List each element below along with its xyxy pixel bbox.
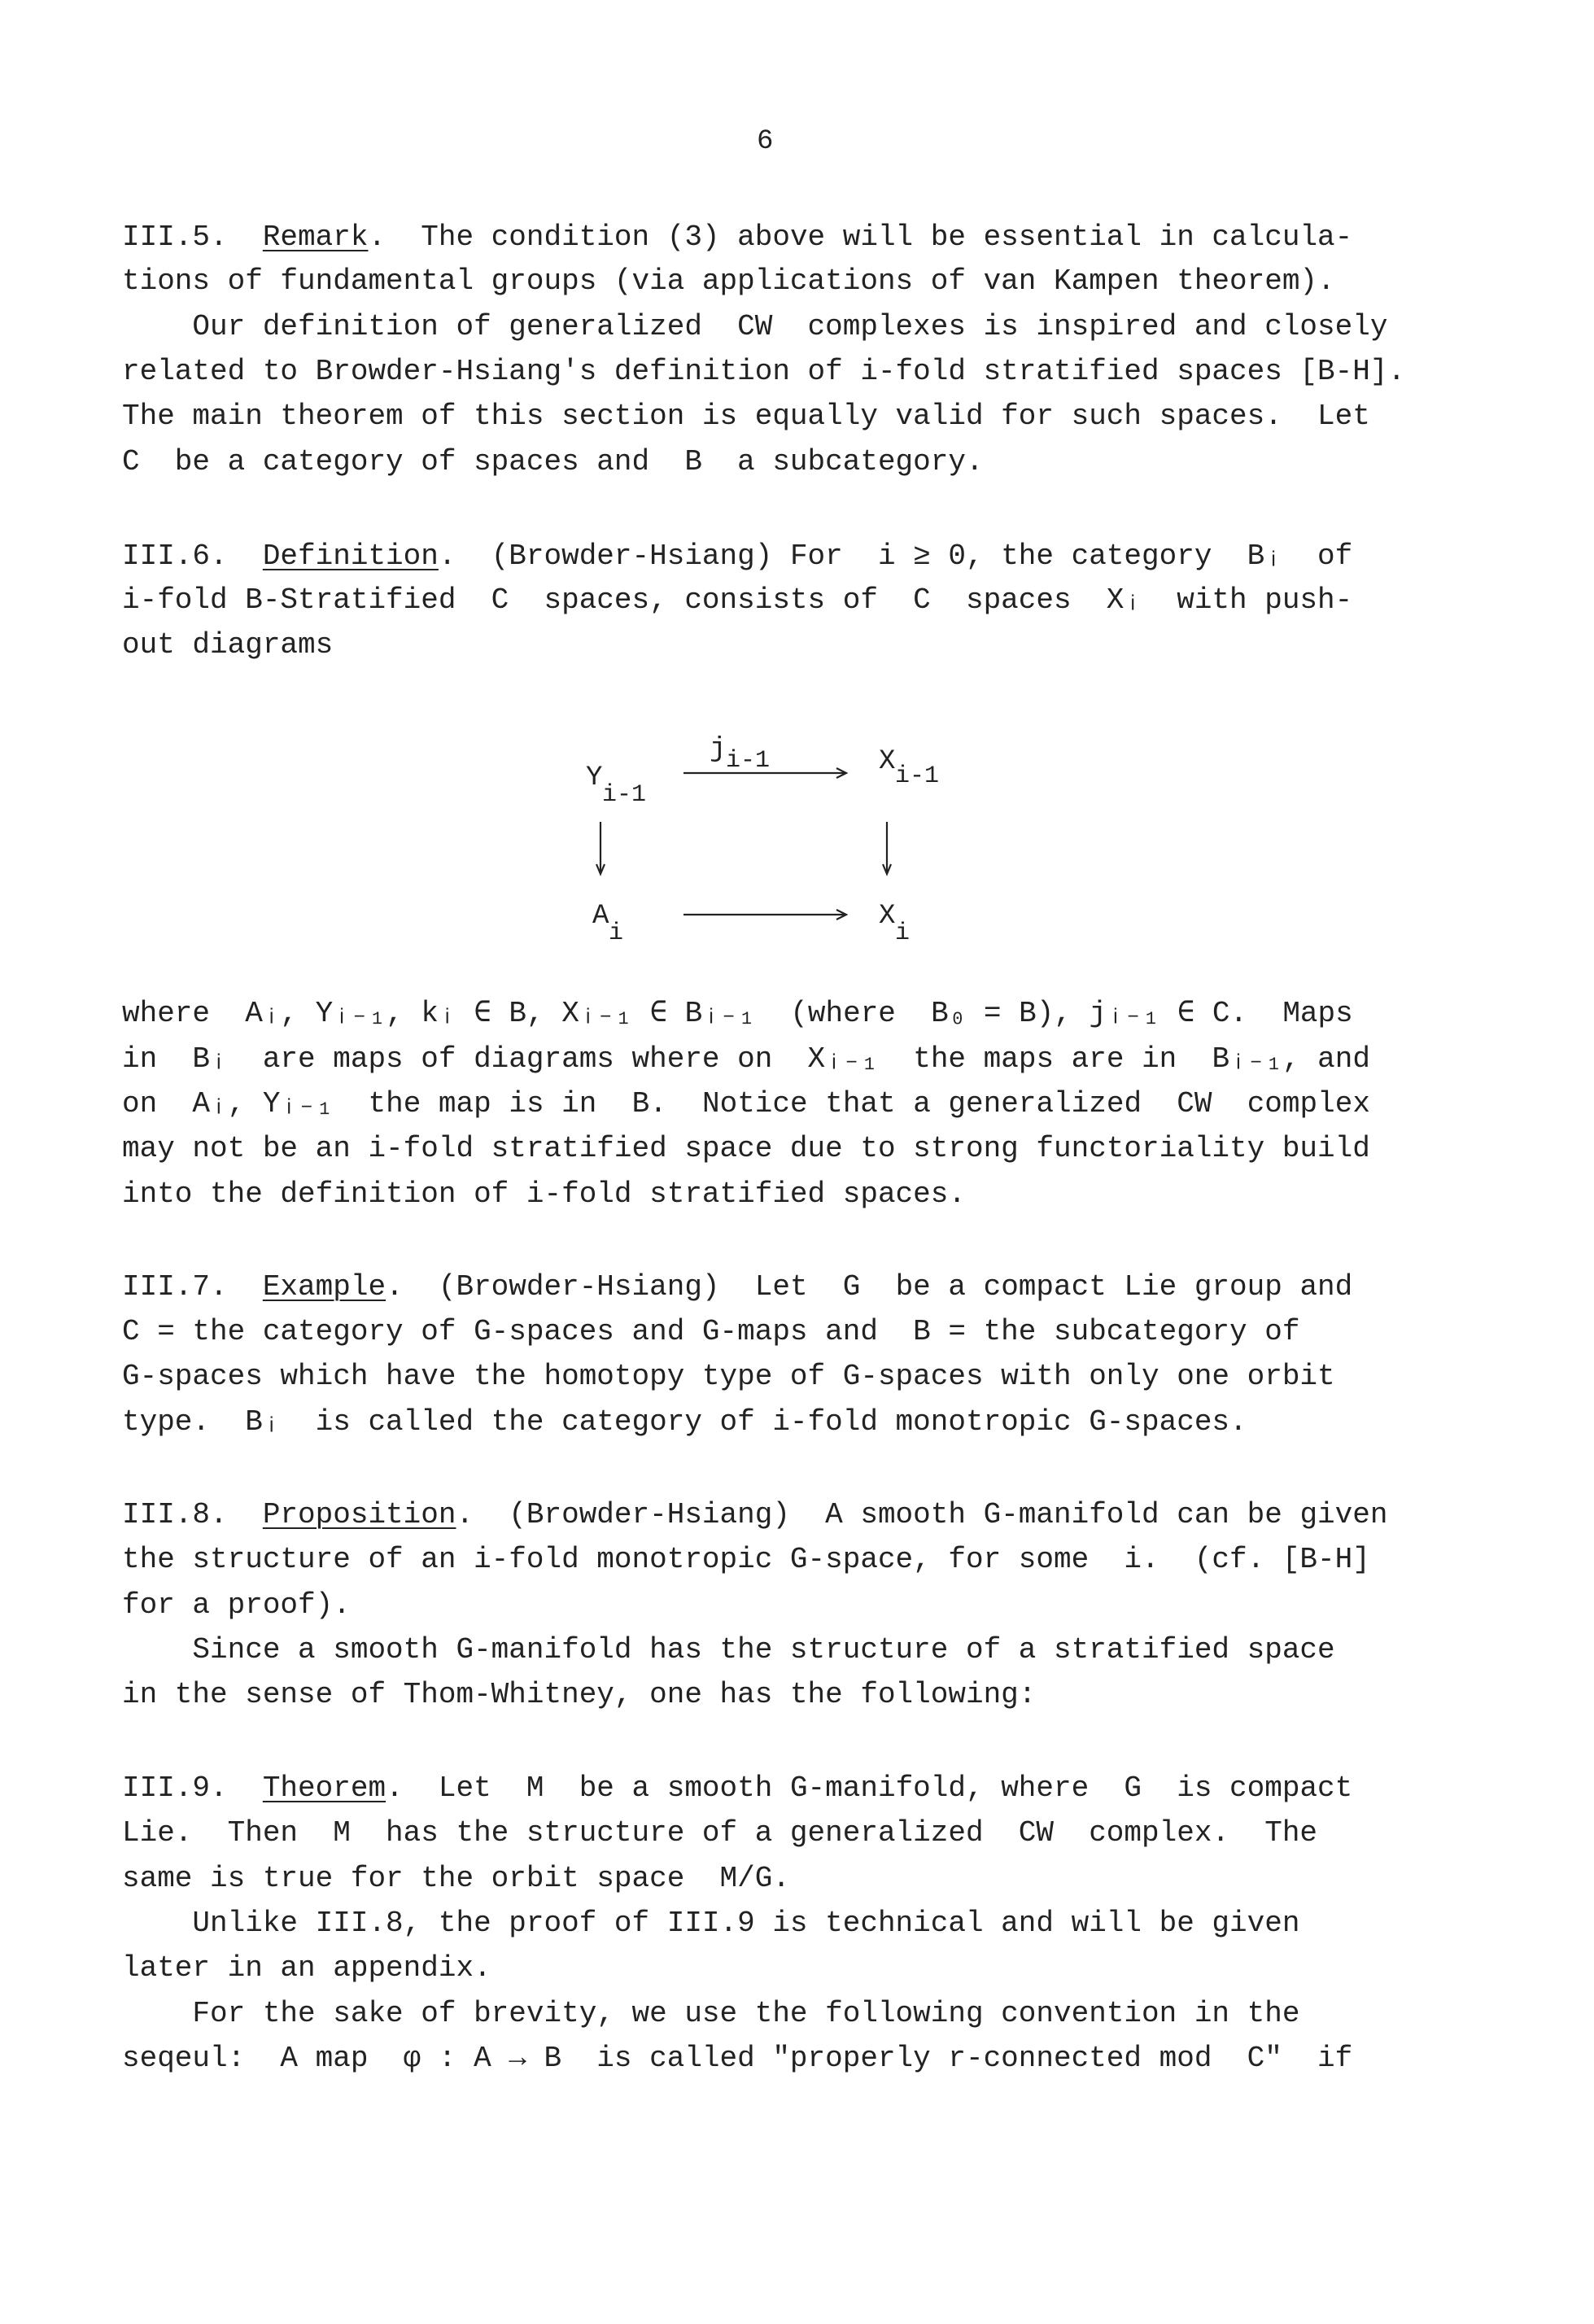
theorem-line-6: For the sake of brevity, we use the following convention in the — [122, 1997, 1300, 2030]
where-line-5: into the definition of i-fold stratified spaces. — [122, 1177, 966, 1211]
remark-line-4: related to Browder-Hsiang's definition of i-fold stratified spaces [B-H]. — [122, 355, 1406, 388]
definition-line-3: out diagrams — [122, 628, 334, 662]
theorem-line-3: same is true for the orbit space M/G. — [122, 1862, 790, 1895]
diagram-top-right-sub: i-1 — [895, 762, 940, 790]
definition-line-1: III.6. Definition. (Browder-Hsiang) For i ≥ 0, the category Bᵢ of — [122, 540, 1353, 573]
definition-prefix: III.6. — [122, 540, 263, 573]
theorem-label: Theorem — [262, 1771, 386, 1805]
example-label-dot: . — [386, 1270, 439, 1304]
diagram-top-left: Y — [586, 762, 603, 793]
remark-label: Remark — [262, 221, 369, 254]
diagram-bottom-left-sub: i — [609, 920, 624, 947]
example-line-2: C = the category of G-spaces and G-maps and B = the subcategory of — [122, 1315, 1300, 1348]
proposition-label: Proposition — [262, 1498, 456, 1531]
theorem-line-5: later in an appendix. — [122, 1951, 491, 1985]
proposition-line-1: III.8. Proposition. (Browder-Hsiang) A smooth G-manifold can be given — [122, 1498, 1388, 1531]
left-arrow-head — [596, 864, 605, 874]
top-arrow-head — [836, 768, 846, 778]
diagram-bottom-right-sub: i — [895, 920, 911, 947]
diagram-bottom-right: X — [879, 901, 896, 932]
diagram-top-left-sub: i-1 — [602, 781, 647, 809]
where-line-4: may not be an i-fold stratified space due to strong functoriality build — [122, 1132, 1370, 1165]
diagram-arrow-label-sub: i-1 — [726, 747, 771, 775]
remark-prefix: III.5. — [122, 221, 263, 254]
proposition-line-3: for a proof). — [122, 1588, 351, 1622]
remark-line-5: The main theorem of this section is equally valid for such spaces. Let — [122, 400, 1370, 433]
proposition-prefix: III.8. — [122, 1498, 263, 1531]
remark-line-6: C be a category of spaces and B a subcategory. — [122, 445, 984, 478]
example-prefix: III.7. — [122, 1270, 263, 1304]
diagram-arrow-label: j — [710, 734, 727, 765]
where-line-2: in Bᵢ are maps of diagrams where on Xᵢ₋₁ the maps are in Bᵢ₋₁, and — [122, 1042, 1370, 1076]
proposition-line-5: in the sense of Thom-Whitney, one has the following: — [122, 1678, 1037, 1711]
remark-label-dot: . — [368, 221, 421, 254]
definition-label: Definition — [262, 540, 439, 573]
diagram-top-right: X — [879, 746, 896, 777]
where-line-3: on Aᵢ, Yᵢ₋₁ the map is in B. Notice that a generalized CW complex — [122, 1087, 1370, 1120]
example-label: Example — [262, 1270, 386, 1304]
example-line-1: III.7. Example. (Browder-Hsiang) Let G be a compact Lie group and — [122, 1270, 1353, 1304]
theorem-line-2: Lie. Then M has the structure of a generalized CW complex. The — [122, 1816, 1318, 1850]
theorem-line-1: III.9. Theorem. Let M be a smooth G-manifold, where G is compact — [122, 1771, 1353, 1805]
bottom-arrow-head — [836, 910, 846, 920]
remark-line-2: tions of fundamental groups (via applications of van Kampen theorem). — [122, 264, 1335, 298]
theorem-line-7: seqeul: A map φ : A → B is called "properly r-connected mod C" if — [122, 2042, 1353, 2075]
theorem-line-4: Unlike III.8, the proof of III.9 is technical and will be given — [122, 1907, 1300, 1940]
definition-label-dot: . — [438, 540, 491, 573]
definition-line-2: i-fold B-Stratified C spaces, consists of C spaces Xᵢ with push- — [122, 583, 1353, 617]
proposition-line-4: Since a smooth G-manifold has the structure of a stratified space — [122, 1633, 1335, 1667]
page-number: 6 — [757, 126, 774, 157]
right-arrow-head — [883, 864, 891, 874]
diagram-bottom-left: A — [592, 901, 609, 932]
where-line-1: where Aᵢ, Yᵢ₋₁, kᵢ ∈ B, Xᵢ₋₁ ∈ Bᵢ₋₁ (where B₀ = B), jᵢ₋₁ ∈ C. Maps — [122, 997, 1353, 1030]
theorem-label-dot: . — [386, 1771, 439, 1805]
remark-line-3: Our definition of generalized CW complexes is inspired and closely — [122, 310, 1388, 343]
theorem-prefix: III.9. — [122, 1771, 263, 1805]
example-line-4: type. Bᵢ is called the category of i-fold monotropic G-spaces. — [122, 1405, 1247, 1439]
proposition-label-dot: . — [456, 1498, 509, 1531]
remark-line-1: III.5. Remark. The condition (3) above will be essential in calcula- — [122, 221, 1353, 254]
example-line-3: G-spaces which have the homotopy type of G-spaces with only one orbit — [122, 1360, 1335, 1393]
proposition-line-2: the structure of an i-fold monotropic G-space, for some i. (cf. [B-H] — [122, 1543, 1370, 1576]
